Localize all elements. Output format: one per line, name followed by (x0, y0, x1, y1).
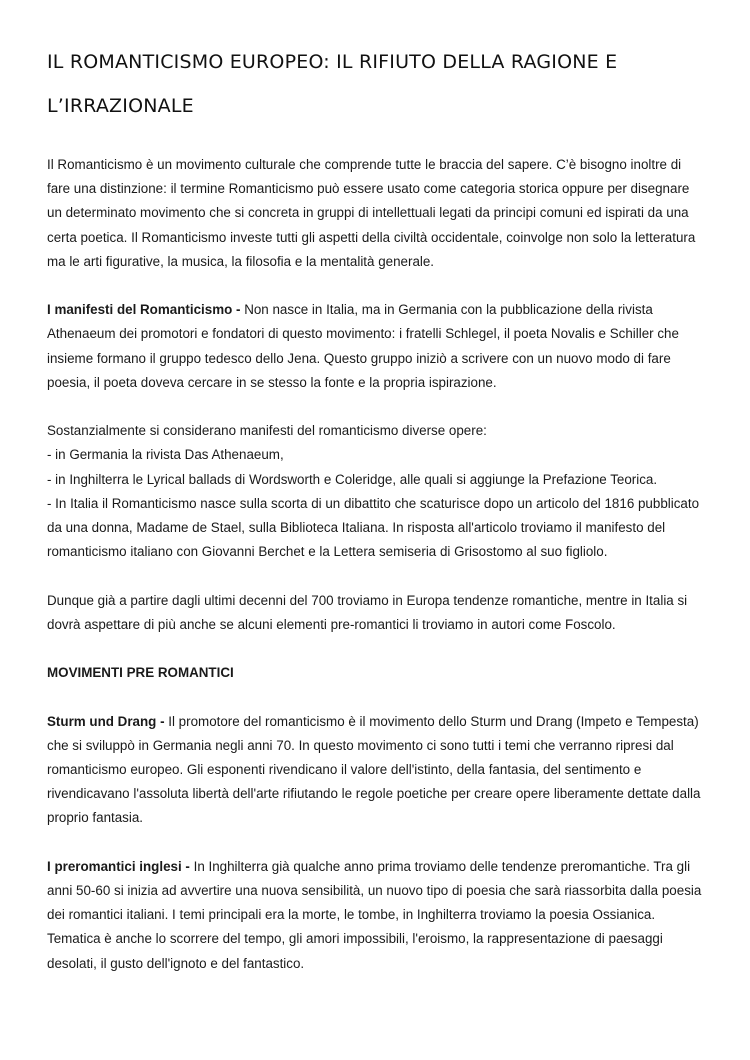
intro-paragraph: Il Romanticismo è un movimento culturale che comprende tutte le braccia del sapere. C’è bisogno inoltre di fare una distinzione: il termine Romanticismo può essere usato come categoria storica oppure per disegnare un determinato movimento che si concreta in gruppi di intellettuali legati da principi comuni ed ispirati da una certa poetica. Il Romanticismo investe tutti gli aspetti della civiltà occidentale, coinvolge non solo la letteratura ma le arti figurative, la musica, la filosofia e la mentalità generale. (47, 157, 696, 269)
opere-item-germania: - in Germania la rivista Das Athenaeum, (47, 447, 284, 463)
preromantici-text: In Inghilterra già qualche anno prima troviamo delle tendenze preromantiche. Tra gli anni 50-60 si inizia ad avvertire una nuova sensibilità, un nuovo tipo di poesia che sarà riassorbita dalla poesia dei romantici italiani. I temi principali era la morte, le tombe, in Inghilterra troviamo la poesia Ossianica. Tematica è anche lo scorrere del tempo, gli amori impossibili, l'eroismo, la rappresentazione di paesaggi desolati, il gusto dell'ignoto e del fantastico. (47, 858, 702, 971)
manifesti-text: Non nasce in Italia, ma in Germania con la pubblicazione della rivista Athenaeum dei promotori e fondatori di questo movimento: i fratelli Schlegel, il poeta Novalis e Schiller che insieme formano il gruppo tedesco dello Jena. Questo gruppo iniziò a scrivere con un nuovo modo di fare poesia, il poeta doveva cercare in se stesso la fonte e la propria ispirazione. (47, 302, 679, 390)
sturm-text: Il promotore del romanticismo è il movimento dello Sturm und Drang (Impeto e Tempesta) che si sviluppò in Germania negli anni 70. In questo movimento ci sono tutti i temi che verranno ripresi dal romanticismo europeo. Gli esponenti rivendicano il valore dell'istinto, della fantasia, del sentimento e rivendicavano l'assoluta libertà dell'arte rifiutando le regole poetiche per creare opere liberamente dettate dalla proprio fantasia. (47, 713, 701, 826)
preromantici-paragraph (47, 855, 707, 976)
sturm-paragraph (47, 710, 707, 831)
preromantici-label: I preromantici inglesi - (47, 858, 190, 874)
document-body (47, 153, 707, 976)
opere-item-inghilterra: - in Inghilterra le Lyrical ballads di Wordsworth e Coleridge, alle quali si aggiunge la Prefazione Teorica. (47, 471, 658, 487)
sturm-label: Sturm und Drang - (47, 713, 165, 729)
opere-intro: Sostanzialmente si considerano manifesti del romanticismo diverse opere: (47, 423, 487, 439)
dunque-paragraph: Dunque già a partire dagli ultimi decenni del 700 troviamo in Europa tendenze romantiche, mentre in Italia si dovrà aspettare di più anche se alcuni elementi pre-romantici li troviamo in autori come Foscolo. (47, 592, 688, 632)
opere-paragraph (47, 419, 707, 564)
opere-item-italia: - In Italia il Romanticismo nasce sulla scorta di un dibattito che scaturisce dopo un articolo del 1816 pubblicato da una donna, Madame de Stael, sulla Biblioteca Italiana. In risposta all'articolo troviamo il manifesto del romanticismo italiano con Giovanni Berchet e la Lettera semiseria di Grisostomo al suo figliolo. (47, 495, 700, 560)
manifesti-label: I manifesti del Romanticismo - (47, 302, 241, 318)
document-title: IL ROMANTICISMO EUROPEO: IL RIFIUTO DELLA RAGIONE E L’IRRAZIONALE (47, 51, 618, 117)
document-page (47, 40, 707, 1000)
manifesti-paragraph (47, 298, 707, 395)
movimenti-heading: MOVIMENTI PRE ROMANTICI (47, 665, 234, 681)
